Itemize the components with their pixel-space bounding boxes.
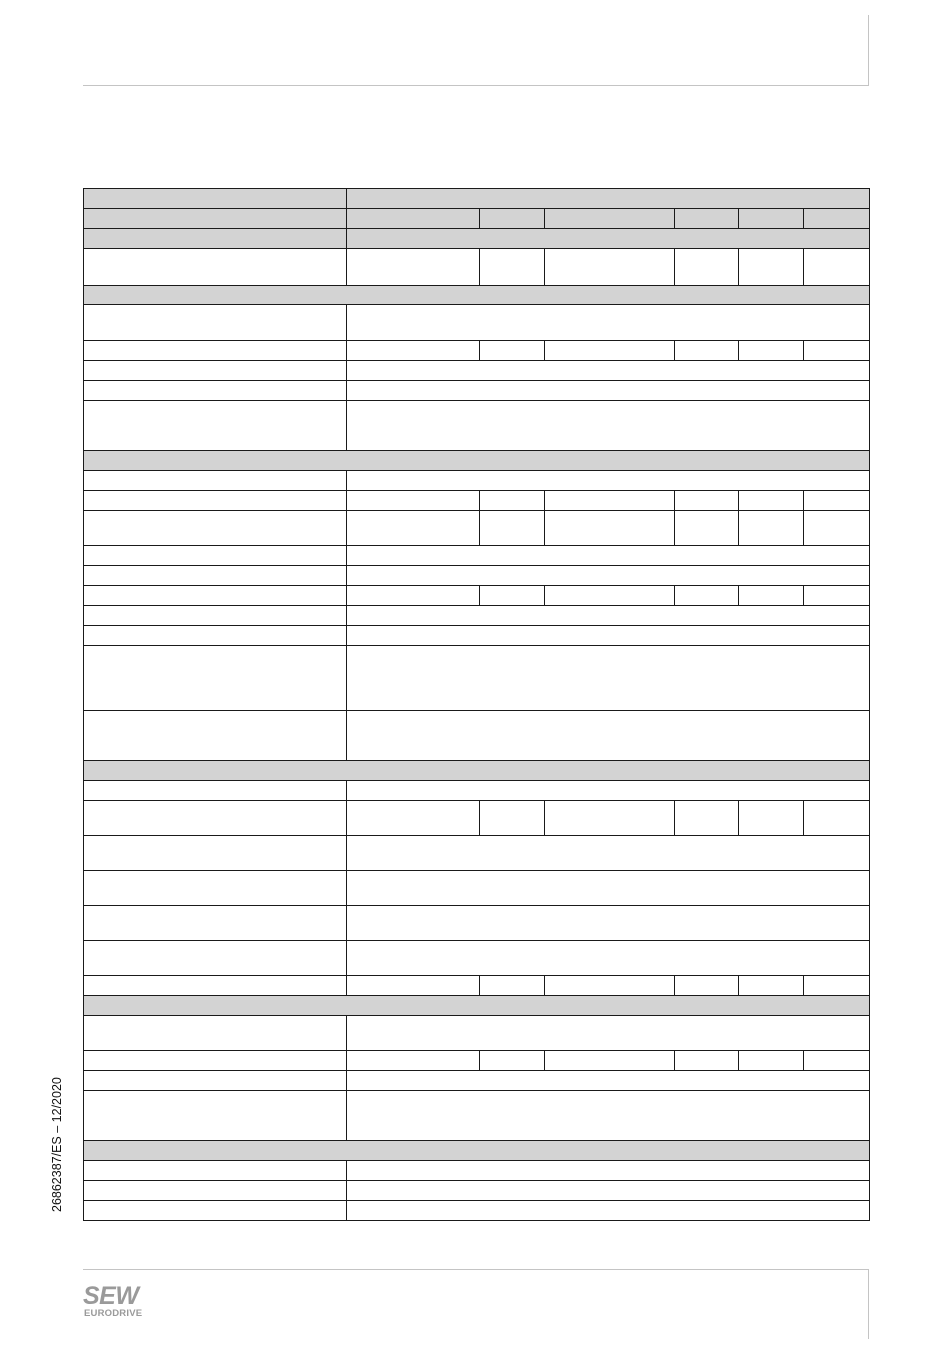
table-cell <box>84 511 347 546</box>
table-cell <box>347 626 870 646</box>
table-cell <box>675 209 739 229</box>
table-cell <box>347 801 480 836</box>
table-row <box>84 1051 870 1071</box>
table-cell <box>84 761 870 781</box>
table-cell <box>84 996 870 1016</box>
table-cell <box>739 586 804 606</box>
table-cell <box>84 381 347 401</box>
table-header-row <box>84 229 870 249</box>
table-cell <box>347 1016 870 1051</box>
table-cell <box>545 976 675 996</box>
table-cell <box>84 209 347 229</box>
table-cell <box>84 781 347 801</box>
table-cell <box>480 341 545 361</box>
table-row <box>84 305 870 341</box>
table-row <box>84 606 870 626</box>
table-row <box>84 1016 870 1051</box>
table-row <box>84 1181 870 1201</box>
table-row <box>84 381 870 401</box>
table-cell <box>84 1051 347 1071</box>
table-cell <box>347 546 870 566</box>
table-row <box>84 781 870 801</box>
table-cell <box>347 381 870 401</box>
table-section-row <box>84 1141 870 1161</box>
specification-table <box>83 188 870 1221</box>
table-cell <box>739 209 804 229</box>
table-cell <box>84 546 347 566</box>
table-cell <box>84 646 347 711</box>
sew-eurodrive-logo <box>83 1283 153 1319</box>
table-row <box>84 401 870 451</box>
table-cell <box>84 711 347 761</box>
table-row <box>84 646 870 711</box>
table-cell <box>804 511 870 546</box>
table-row <box>84 871 870 906</box>
table-cell <box>84 566 347 586</box>
table-cell <box>739 341 804 361</box>
table-row <box>84 361 870 381</box>
table-cell <box>480 586 545 606</box>
table-cell <box>84 1161 347 1181</box>
table-cell <box>84 801 347 836</box>
table-cell <box>739 511 804 546</box>
table-cell <box>739 249 804 286</box>
table-row <box>84 511 870 546</box>
table-cell <box>347 836 870 871</box>
table-cell <box>84 871 347 906</box>
table-row <box>84 626 870 646</box>
table-cell <box>84 1181 347 1201</box>
table-section-row <box>84 996 870 1016</box>
table-cell <box>675 341 739 361</box>
table-cell <box>84 941 347 976</box>
table-cell <box>347 511 480 546</box>
table-row <box>84 471 870 491</box>
table-cell <box>347 871 870 906</box>
table-cell <box>84 626 347 646</box>
table-row <box>84 801 870 836</box>
table-cell <box>347 586 480 606</box>
table-cell <box>84 189 347 209</box>
footer-side-rule <box>868 1269 869 1339</box>
table-cell <box>347 249 480 286</box>
table-cell <box>804 209 870 229</box>
table-row <box>84 1161 870 1181</box>
table-cell <box>675 801 739 836</box>
table-cell <box>347 229 870 249</box>
table-section-row <box>84 451 870 471</box>
table-cell <box>84 1016 347 1051</box>
table-cell <box>347 781 870 801</box>
table-cell <box>84 1141 870 1161</box>
table-row <box>84 906 870 941</box>
table-cell <box>545 1051 675 1071</box>
table-cell <box>347 341 480 361</box>
table-header-row <box>84 189 870 209</box>
table-cell <box>84 606 347 626</box>
table-cell <box>480 249 545 286</box>
table-cell <box>675 1051 739 1071</box>
table-row <box>84 1071 870 1091</box>
table-cell <box>804 801 870 836</box>
table-cell <box>675 491 739 511</box>
table-cell <box>347 1201 870 1221</box>
table-cell <box>84 249 347 286</box>
table-cell <box>480 801 545 836</box>
table-cell <box>739 976 804 996</box>
document-code: 26862387/ES – 12/2020 <box>50 1077 64 1212</box>
table-cell <box>347 646 870 711</box>
header-side-rule <box>868 15 869 86</box>
table-cell <box>545 249 675 286</box>
table-cell <box>347 941 870 976</box>
table-row <box>84 836 870 871</box>
table-row <box>84 491 870 511</box>
table-row <box>84 586 870 606</box>
table-cell <box>347 976 480 996</box>
table-cell <box>675 249 739 286</box>
table-section-row <box>84 286 870 305</box>
table-cell <box>347 491 480 511</box>
table-cell <box>804 341 870 361</box>
table-header-row <box>84 209 870 229</box>
table-cell <box>545 209 675 229</box>
table-cell <box>480 511 545 546</box>
header-rule <box>83 85 869 86</box>
table-cell <box>545 341 675 361</box>
table-row <box>84 711 870 761</box>
table-section-row <box>84 761 870 781</box>
table-cell <box>347 1051 480 1071</box>
table-cell <box>675 976 739 996</box>
table-cell <box>545 511 675 546</box>
table-cell <box>804 249 870 286</box>
table-cell <box>739 801 804 836</box>
table-cell <box>804 586 870 606</box>
table-cell <box>84 305 347 341</box>
table-cell <box>84 401 347 451</box>
table-row <box>84 546 870 566</box>
table-cell <box>347 606 870 626</box>
table-cell <box>739 1051 804 1071</box>
table-cell <box>347 711 870 761</box>
table-cell <box>480 976 545 996</box>
table-cell <box>347 209 480 229</box>
table-cell <box>675 586 739 606</box>
table-cell <box>480 1051 545 1071</box>
table-cell <box>545 491 675 511</box>
svg-text:SEW: SEW <box>83 1283 139 1310</box>
table-cell <box>804 976 870 996</box>
table-cell <box>675 511 739 546</box>
table-cell <box>84 1201 347 1221</box>
table-cell <box>84 976 347 996</box>
table-row <box>84 1201 870 1221</box>
table-cell <box>84 229 347 249</box>
table-row <box>84 341 870 361</box>
table-cell <box>347 361 870 381</box>
table-cell <box>84 341 347 361</box>
table-cell <box>480 209 545 229</box>
table-cell <box>347 1181 870 1201</box>
table-row <box>84 976 870 996</box>
svg-text:EURODRIVE: EURODRIVE <box>84 1308 143 1319</box>
table-cell <box>84 491 347 511</box>
table-cell <box>84 1071 347 1091</box>
table-cell <box>545 801 675 836</box>
table-cell <box>347 471 870 491</box>
table-cell <box>84 906 347 941</box>
footer-rule <box>83 1269 869 1270</box>
table-cell <box>804 491 870 511</box>
table-row <box>84 941 870 976</box>
table-cell <box>804 1051 870 1071</box>
table-cell <box>545 586 675 606</box>
table-cell <box>84 286 870 305</box>
table-cell <box>347 401 870 451</box>
table-cell <box>347 1091 870 1141</box>
table-cell <box>84 471 347 491</box>
table-cell <box>84 586 347 606</box>
table-cell <box>347 1161 870 1181</box>
table-cell <box>739 491 804 511</box>
table-cell <box>347 566 870 586</box>
table-cell <box>84 451 870 471</box>
table-row <box>84 566 870 586</box>
table-cell <box>84 1091 347 1141</box>
table-row <box>84 249 870 286</box>
table-cell <box>347 906 870 941</box>
table-cell <box>347 305 870 341</box>
table-cell <box>347 1071 870 1091</box>
table-cell <box>347 189 870 209</box>
table-cell <box>84 836 347 871</box>
table-row <box>84 1091 870 1141</box>
table-cell <box>480 491 545 511</box>
table-cell <box>84 361 347 381</box>
